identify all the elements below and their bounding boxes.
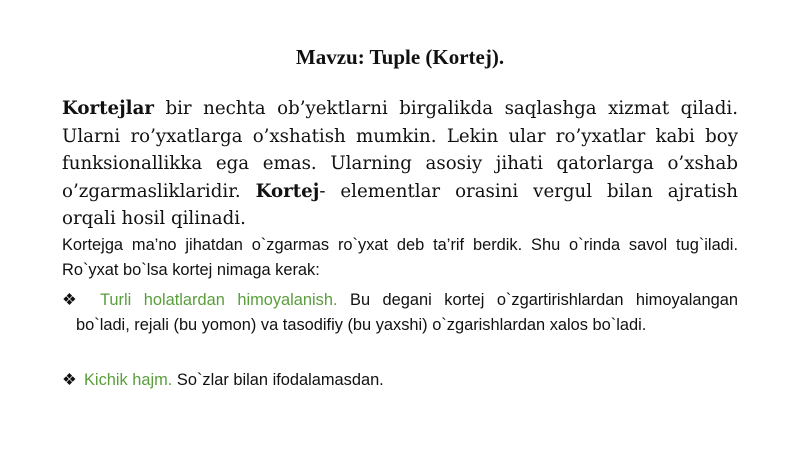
intro-text-2: - elementlar orasini vergul bilan ajratish orqali hosil qilinadi. (62, 180, 738, 229)
question-paragraph: Kortejga ma’no jihatdan o`zgarmas ro`yxat deb ta’rif berdik. Shu o`rinda savol tug`iladi. Ro`yxat bo`lsa kortej nimaga kerak: (62, 236, 738, 279)
intro-text-1: bir nechta ob’yektlarni birgalikda saqlashga xizmat qiladi. Ularni ro’yxatlarga o’xshatish mumkin. Lekin ular ro’yxatlar kabi boy funksionallikka ega emas. Ularning asosiy jihati qatorlarga o’xshab o’zgarmasliklaridir. (62, 98, 738, 202)
bullet-highlight: Turli holatlardan himoyalanish. (100, 291, 338, 309)
term-kortej: Kortej (255, 180, 320, 202)
slide-title: Mavzu: Tuple (Kortej). (295, 45, 505, 69)
bullet-text (62, 368, 738, 393)
bullet-body: So`zlar bilan ifodalamasdan. (172, 371, 384, 389)
bullet-text (62, 288, 738, 337)
term-kortejlar: Kortejlar (62, 98, 154, 119)
list-item (62, 368, 738, 393)
diamond-bullet-icon: ❖ (62, 371, 77, 389)
bullet-highlight: Kichik hajm. (84, 371, 173, 389)
diamond-bullet-icon: ❖ (62, 291, 77, 309)
bullet-body: Bu degani kortej o`zgartirishlardan himoyalangan bo`ladi, rejali (bu yomon) va tasodifiy (bu yaxshi) o`zgarishlardan xalos bo`ladi. (76, 291, 738, 334)
intro-paragraph (62, 95, 738, 233)
list-item (62, 288, 738, 337)
